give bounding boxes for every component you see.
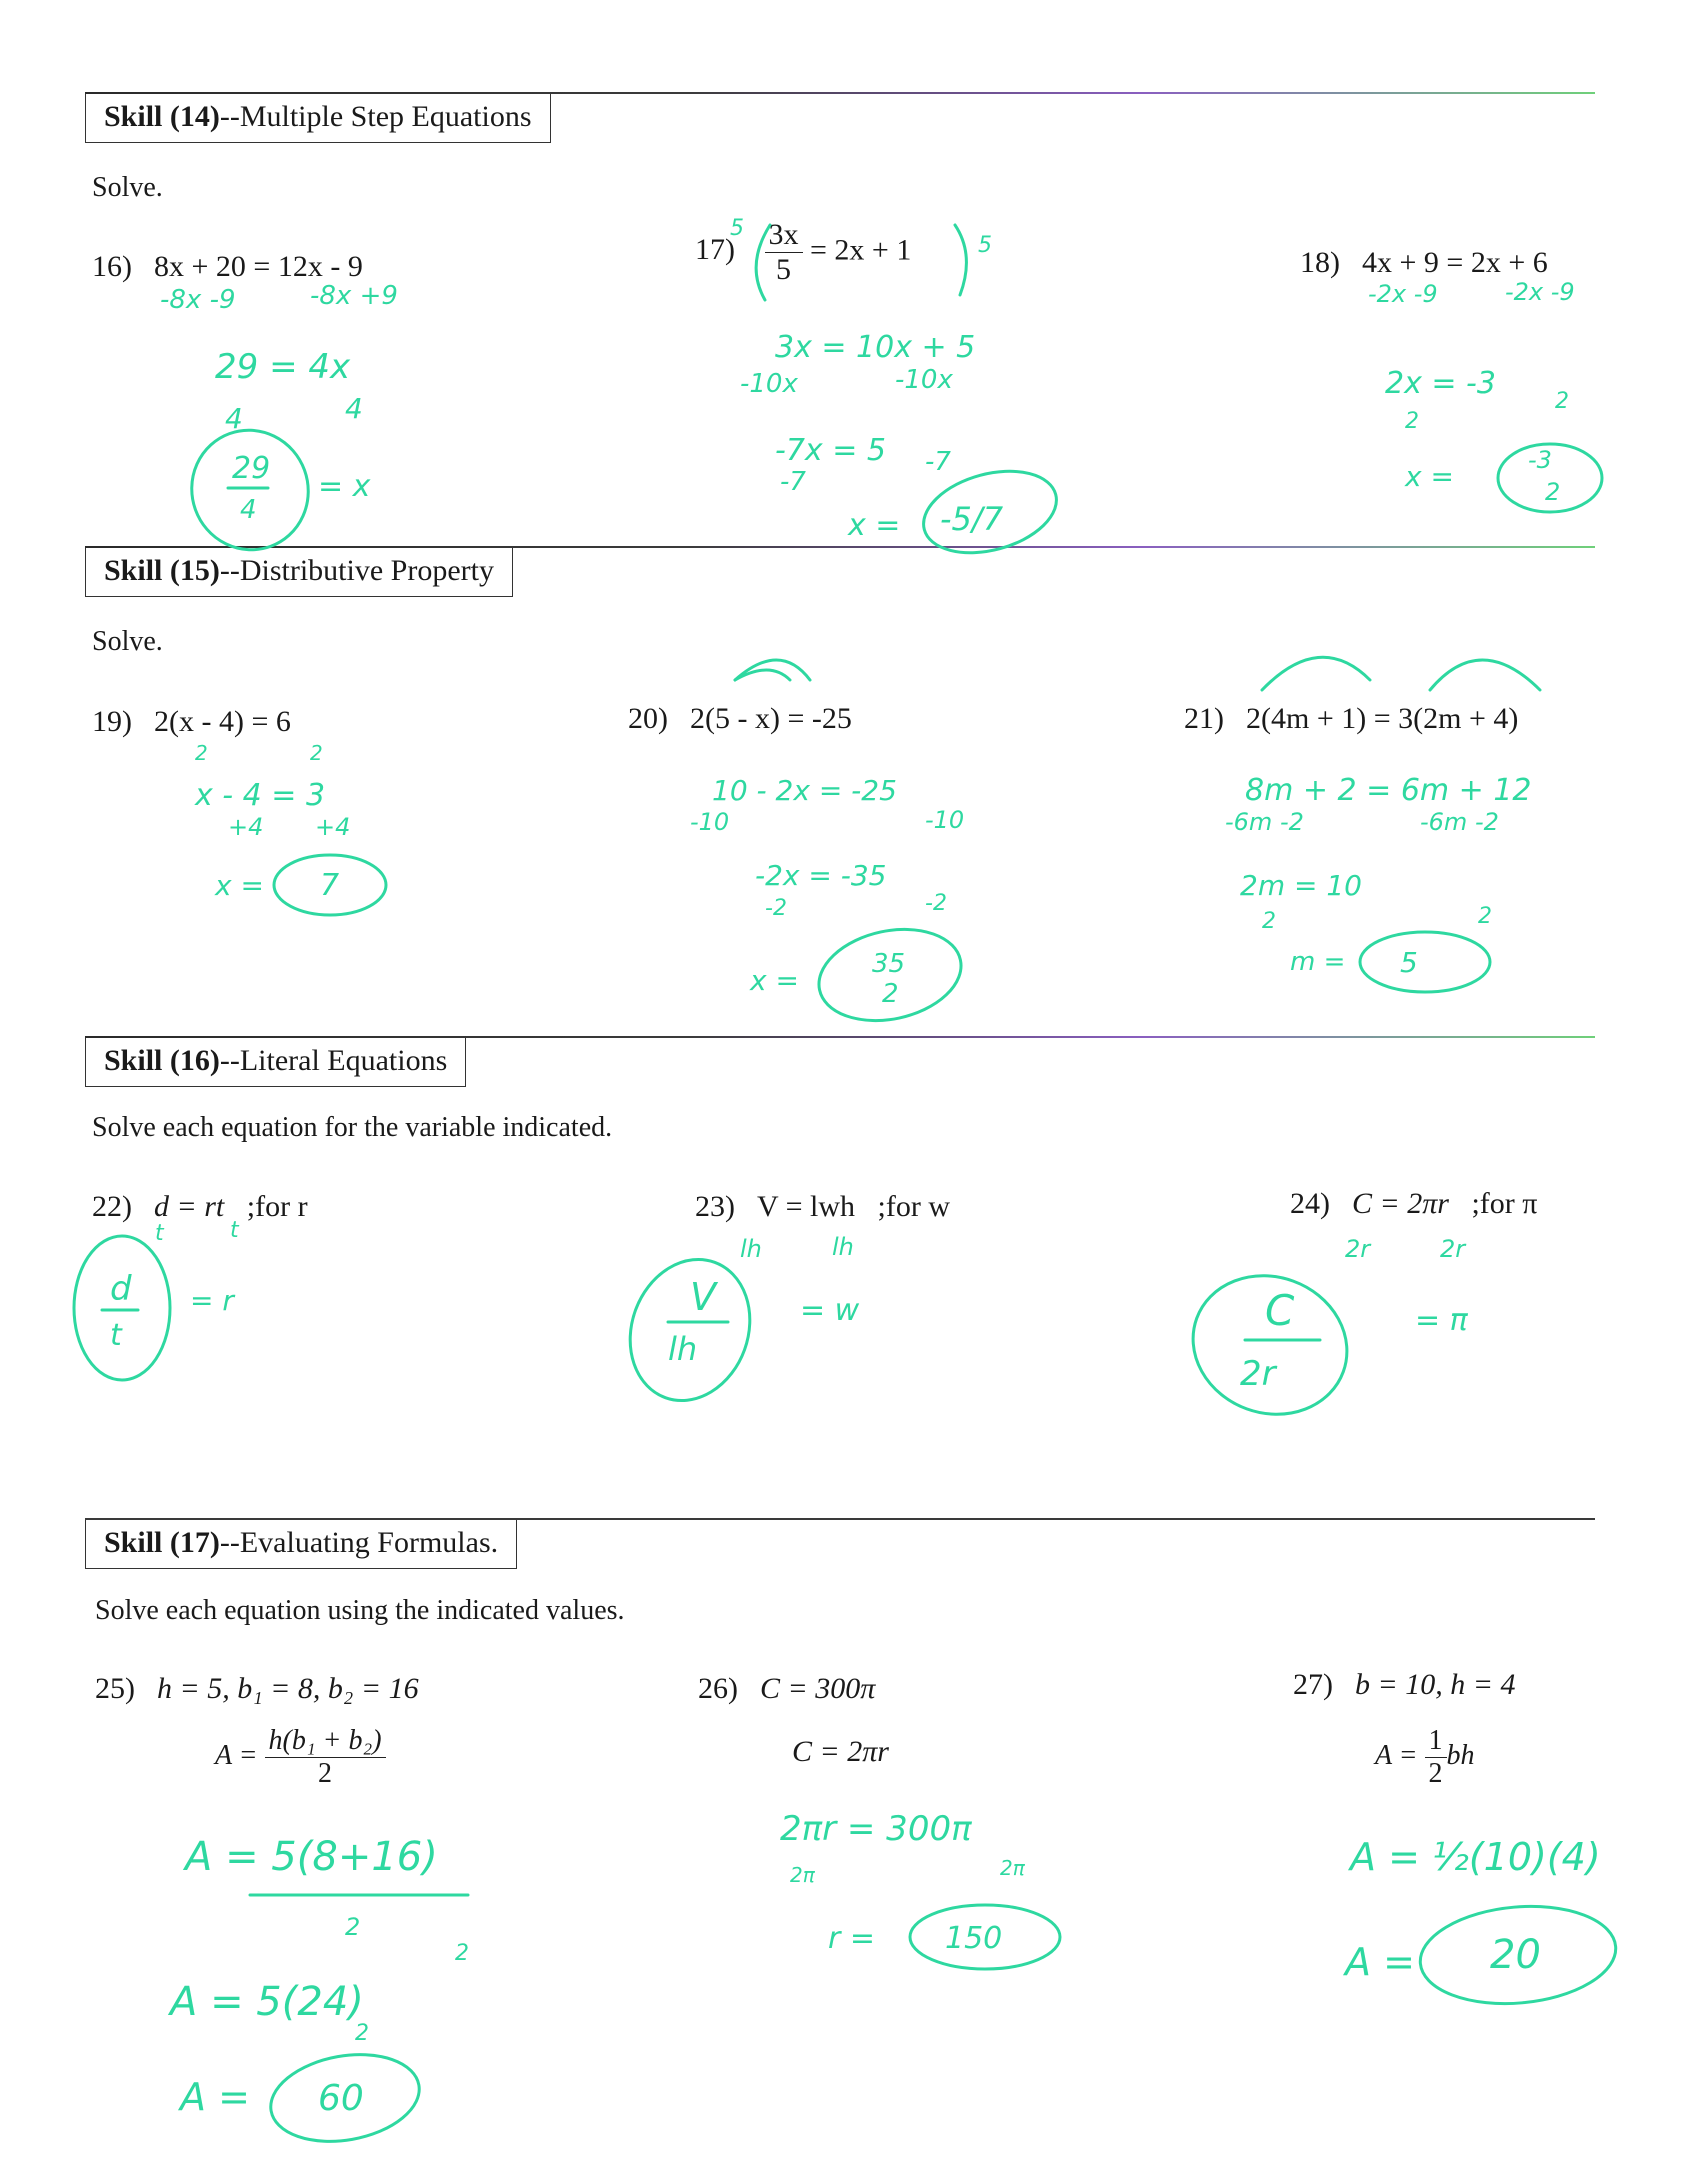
problem-26 — [698, 1672, 875, 1706]
hw-text: A = 5(8+16) — [185, 1834, 438, 1880]
equation-rest: = 2x + 1 — [810, 233, 912, 267]
hw-text: -7x = 5 — [775, 433, 886, 468]
equation: 2(5 - x) = -25 — [690, 702, 852, 735]
hw-text: A = — [1345, 1940, 1415, 1984]
hw-arrow — [735, 660, 810, 680]
work-18 — [1368, 278, 1602, 512]
work-16 — [160, 281, 398, 566]
work-26 — [780, 1809, 1060, 1969]
answer-circle — [1416, 1899, 1620, 2012]
hw-text: lh — [832, 1233, 854, 1261]
solve-for: ;for π — [1471, 1187, 1538, 1220]
numerator: 3x — [765, 218, 803, 253]
hw-text: -5/7 — [940, 500, 1004, 538]
hw-text: x = — [750, 964, 799, 997]
hw-text: = w — [800, 1293, 860, 1328]
problem-17 — [695, 218, 911, 287]
hw-text: 150 — [945, 1921, 1003, 1956]
work-27 — [1342, 1835, 1620, 2011]
problem-number: 18) — [1300, 246, 1340, 279]
given-values: b = 10, h = 4 — [1355, 1668, 1516, 1701]
hw-text: t — [110, 1318, 122, 1353]
hw-text: -10 — [690, 808, 730, 836]
hw-text: 2 — [310, 741, 323, 765]
hw-text: x = — [848, 508, 901, 543]
answer-circle — [274, 855, 386, 915]
hw-text: -10x — [740, 369, 798, 399]
hw-mark: 2 — [455, 1941, 469, 1966]
problem-23 — [695, 1190, 950, 1224]
work-22 — [74, 1218, 240, 1380]
hw-text: 2 — [1545, 478, 1561, 506]
equation: 2(4m + 1) = 3(2m + 4) — [1246, 702, 1519, 735]
hw-text: r = — [828, 1921, 876, 1956]
problem-24 — [1290, 1187, 1537, 1221]
problem-16 — [92, 250, 363, 284]
hw-text: 7 — [320, 868, 340, 903]
hw-text: -7 — [925, 447, 951, 477]
answer-circle — [914, 458, 1065, 567]
instruction: Solve. — [92, 626, 163, 657]
work-25 — [167, 1834, 469, 2152]
hw-text: 35 — [872, 949, 906, 979]
answer-circle — [1498, 444, 1602, 512]
hw-text: A = ½(10)(4) — [1350, 1835, 1601, 1879]
skill-15-header — [85, 548, 513, 597]
instruction: Solve. — [92, 172, 163, 203]
answer-circle — [910, 1905, 1060, 1969]
hw-text: 2x = -3 — [1385, 366, 1496, 401]
formula-rhs: bh — [1446, 1739, 1475, 1771]
hw-text: lh — [740, 1235, 762, 1263]
denominator: 2 — [1428, 1758, 1443, 1789]
hw-text: 2r — [1345, 1235, 1371, 1263]
hw-arrow — [1430, 660, 1540, 690]
hw-text: 29 — [232, 451, 271, 486]
hw-text: 4 — [240, 495, 257, 525]
problem-number: 22) — [92, 1190, 132, 1223]
hw-text: 2πr = 300π — [780, 1809, 972, 1849]
formula-lhs: A = — [1375, 1739, 1418, 1771]
hw-text: -6m -2 — [1420, 808, 1499, 836]
hw-text: 29 = 4x — [215, 347, 351, 387]
hw-text: 2r — [1240, 1354, 1276, 1394]
hw-text: 3x = 10x + 5 — [775, 330, 976, 365]
skill-title: --Evaluating Formulas. — [219, 1526, 499, 1559]
equation: 2(x - 4) = 6 — [154, 705, 291, 738]
fraction — [1425, 1725, 1447, 1790]
hw-text: 2 — [345, 1913, 361, 1941]
hw-text: 5 — [1400, 946, 1418, 979]
skill-16-header — [85, 1038, 466, 1087]
hw-text: m = — [1290, 947, 1346, 977]
formula-25 — [215, 1725, 386, 1790]
skill-label: Skill (15) — [104, 554, 220, 587]
hw-text: 2π — [790, 1863, 815, 1887]
problem-number: 23) — [695, 1190, 735, 1223]
problem-number: 26) — [698, 1672, 738, 1705]
hw-text: +4 — [315, 813, 351, 841]
hw-text: A = 5(24) — [170, 1979, 364, 2025]
hw-text: 2 — [355, 2021, 369, 2046]
equation: V = lwh — [757, 1190, 856, 1223]
skill-label: Skill (16) — [104, 1044, 220, 1077]
problem-number: 19) — [92, 705, 132, 738]
hw-text: A = — [180, 2075, 250, 2119]
problem-21 — [1184, 702, 1518, 736]
hw-text: 4 — [225, 402, 243, 435]
hw-text: -8x +9 — [310, 281, 398, 311]
problem-25 — [95, 1672, 419, 1706]
problem-number: 20) — [628, 702, 668, 735]
hw-text: +4 — [228, 813, 264, 841]
work-24 — [1173, 1235, 1468, 1436]
hw-text: -7 — [780, 467, 806, 497]
problem-number: 21) — [1184, 702, 1224, 735]
hw-text: 8m + 2 = 6m + 12 — [1245, 773, 1532, 808]
hw-text: C — [1265, 1286, 1295, 1335]
skill-17-header — [85, 1520, 517, 1569]
problem-number: 16) — [92, 250, 132, 283]
hw-text: x = — [215, 869, 264, 902]
formula-26 — [792, 1735, 889, 1769]
hw-text: 2 — [882, 979, 899, 1009]
solve-for: ;for r — [246, 1190, 308, 1223]
fraction — [265, 1725, 386, 1790]
denominator: 5 — [776, 253, 791, 286]
hw-text: -6m -2 — [1225, 808, 1304, 836]
instruction: Solve each equation for the variable indicated. — [92, 1112, 613, 1143]
solve-for: ;for w — [877, 1190, 951, 1223]
hw-text: -10x — [895, 365, 953, 395]
hw-text: -3 — [1528, 446, 1552, 474]
hw-text: 20 — [1490, 1932, 1541, 1978]
problem-22 — [92, 1190, 308, 1224]
hw-text: -2 — [925, 891, 947, 916]
problem-number: 17) — [695, 233, 735, 267]
hw-arrow — [1262, 657, 1370, 690]
denominator: 2 — [318, 1758, 332, 1789]
hw-text: x - 4 = 3 — [195, 778, 326, 813]
formula-lhs: A = — [215, 1739, 258, 1771]
hw-text: = x — [318, 469, 371, 504]
answer-circle — [74, 1236, 170, 1380]
hw-text: 2 — [1478, 904, 1492, 929]
skill-title: --Distributive Property — [219, 554, 494, 587]
instruction: Solve each equation using the indicated values. — [95, 1595, 625, 1626]
hw-paren — [955, 225, 966, 295]
numerator: h(b₁ + b₂) — [265, 1725, 386, 1758]
hw-arrow — [735, 670, 790, 680]
hw-text: 2 — [1405, 409, 1419, 434]
equation: 4x + 9 = 2x + 6 — [1362, 246, 1548, 279]
hw-text: 2π — [1000, 1856, 1025, 1880]
given-values: h = 5, b₁ = 8, b₂ = 16 — [157, 1672, 419, 1705]
hw-text: V — [690, 1275, 716, 1319]
hw-text: = r — [190, 1284, 234, 1317]
skill-title: --Literal Equations — [219, 1044, 448, 1077]
answer-circle — [1173, 1254, 1366, 1435]
hw-text: lh — [668, 1330, 698, 1368]
hw-text: 4 — [345, 392, 363, 425]
hw-text: -2x = -35 — [755, 859, 887, 892]
equation: 8x + 20 = 12x - 9 — [154, 250, 363, 283]
problem-27 — [1293, 1668, 1516, 1702]
hw-text: 2 — [1555, 389, 1569, 414]
numerator: 1 — [1425, 1725, 1447, 1758]
hw-text: 2m = 10 — [1240, 869, 1362, 902]
work-19 — [194, 741, 386, 915]
hw-text: -2x -9 — [1368, 280, 1438, 308]
equation: C = 2πr — [1352, 1187, 1449, 1220]
formula: C = 2πr — [792, 1735, 889, 1768]
answer-circle — [1360, 932, 1490, 992]
work-23 — [611, 1233, 860, 1417]
fraction — [765, 218, 803, 287]
hw-text: t — [230, 1218, 239, 1243]
hw-text: -10 — [925, 806, 965, 834]
problem-18 — [1300, 246, 1548, 280]
skill-title: --Multiple Step Equations — [219, 100, 532, 133]
skill-14-header — [85, 94, 551, 143]
hw-text: -2 — [765, 896, 787, 921]
hw-text: t — [155, 1221, 164, 1246]
answer-circle — [264, 2044, 426, 2153]
hw-text: 2r — [1440, 1235, 1466, 1263]
hw-text: x = — [1405, 460, 1454, 493]
hw-mark: 5 — [978, 233, 992, 258]
problem-number: 25) — [95, 1672, 135, 1705]
hw-text: = π — [1415, 1303, 1468, 1338]
answer-circle — [611, 1243, 769, 1418]
hw-text: 10 - 2x = -25 — [712, 774, 897, 807]
equation: d = rt — [154, 1190, 225, 1223]
answer-circle — [810, 917, 969, 1033]
skill-label: Skill (14) — [104, 100, 220, 133]
hw-text: 60 — [318, 2078, 364, 2119]
problem-19 — [92, 705, 291, 739]
hw-text: 2 — [1262, 909, 1276, 934]
problem-number: 24) — [1290, 1187, 1330, 1220]
formula-27 — [1375, 1725, 1475, 1790]
given-values: C = 300π — [760, 1672, 876, 1705]
hw-text: 2 — [195, 741, 208, 765]
hw-mark: 5 — [730, 216, 744, 241]
skill-label: Skill (17) — [104, 1526, 220, 1559]
answer-circle — [175, 414, 325, 566]
problem-20 — [628, 702, 852, 736]
hw-text: -2x -9 — [1505, 278, 1575, 306]
problem-number: 27) — [1293, 1668, 1333, 1701]
hw-text: d — [110, 1269, 132, 1309]
hw-text: -8x -9 — [160, 285, 236, 315]
